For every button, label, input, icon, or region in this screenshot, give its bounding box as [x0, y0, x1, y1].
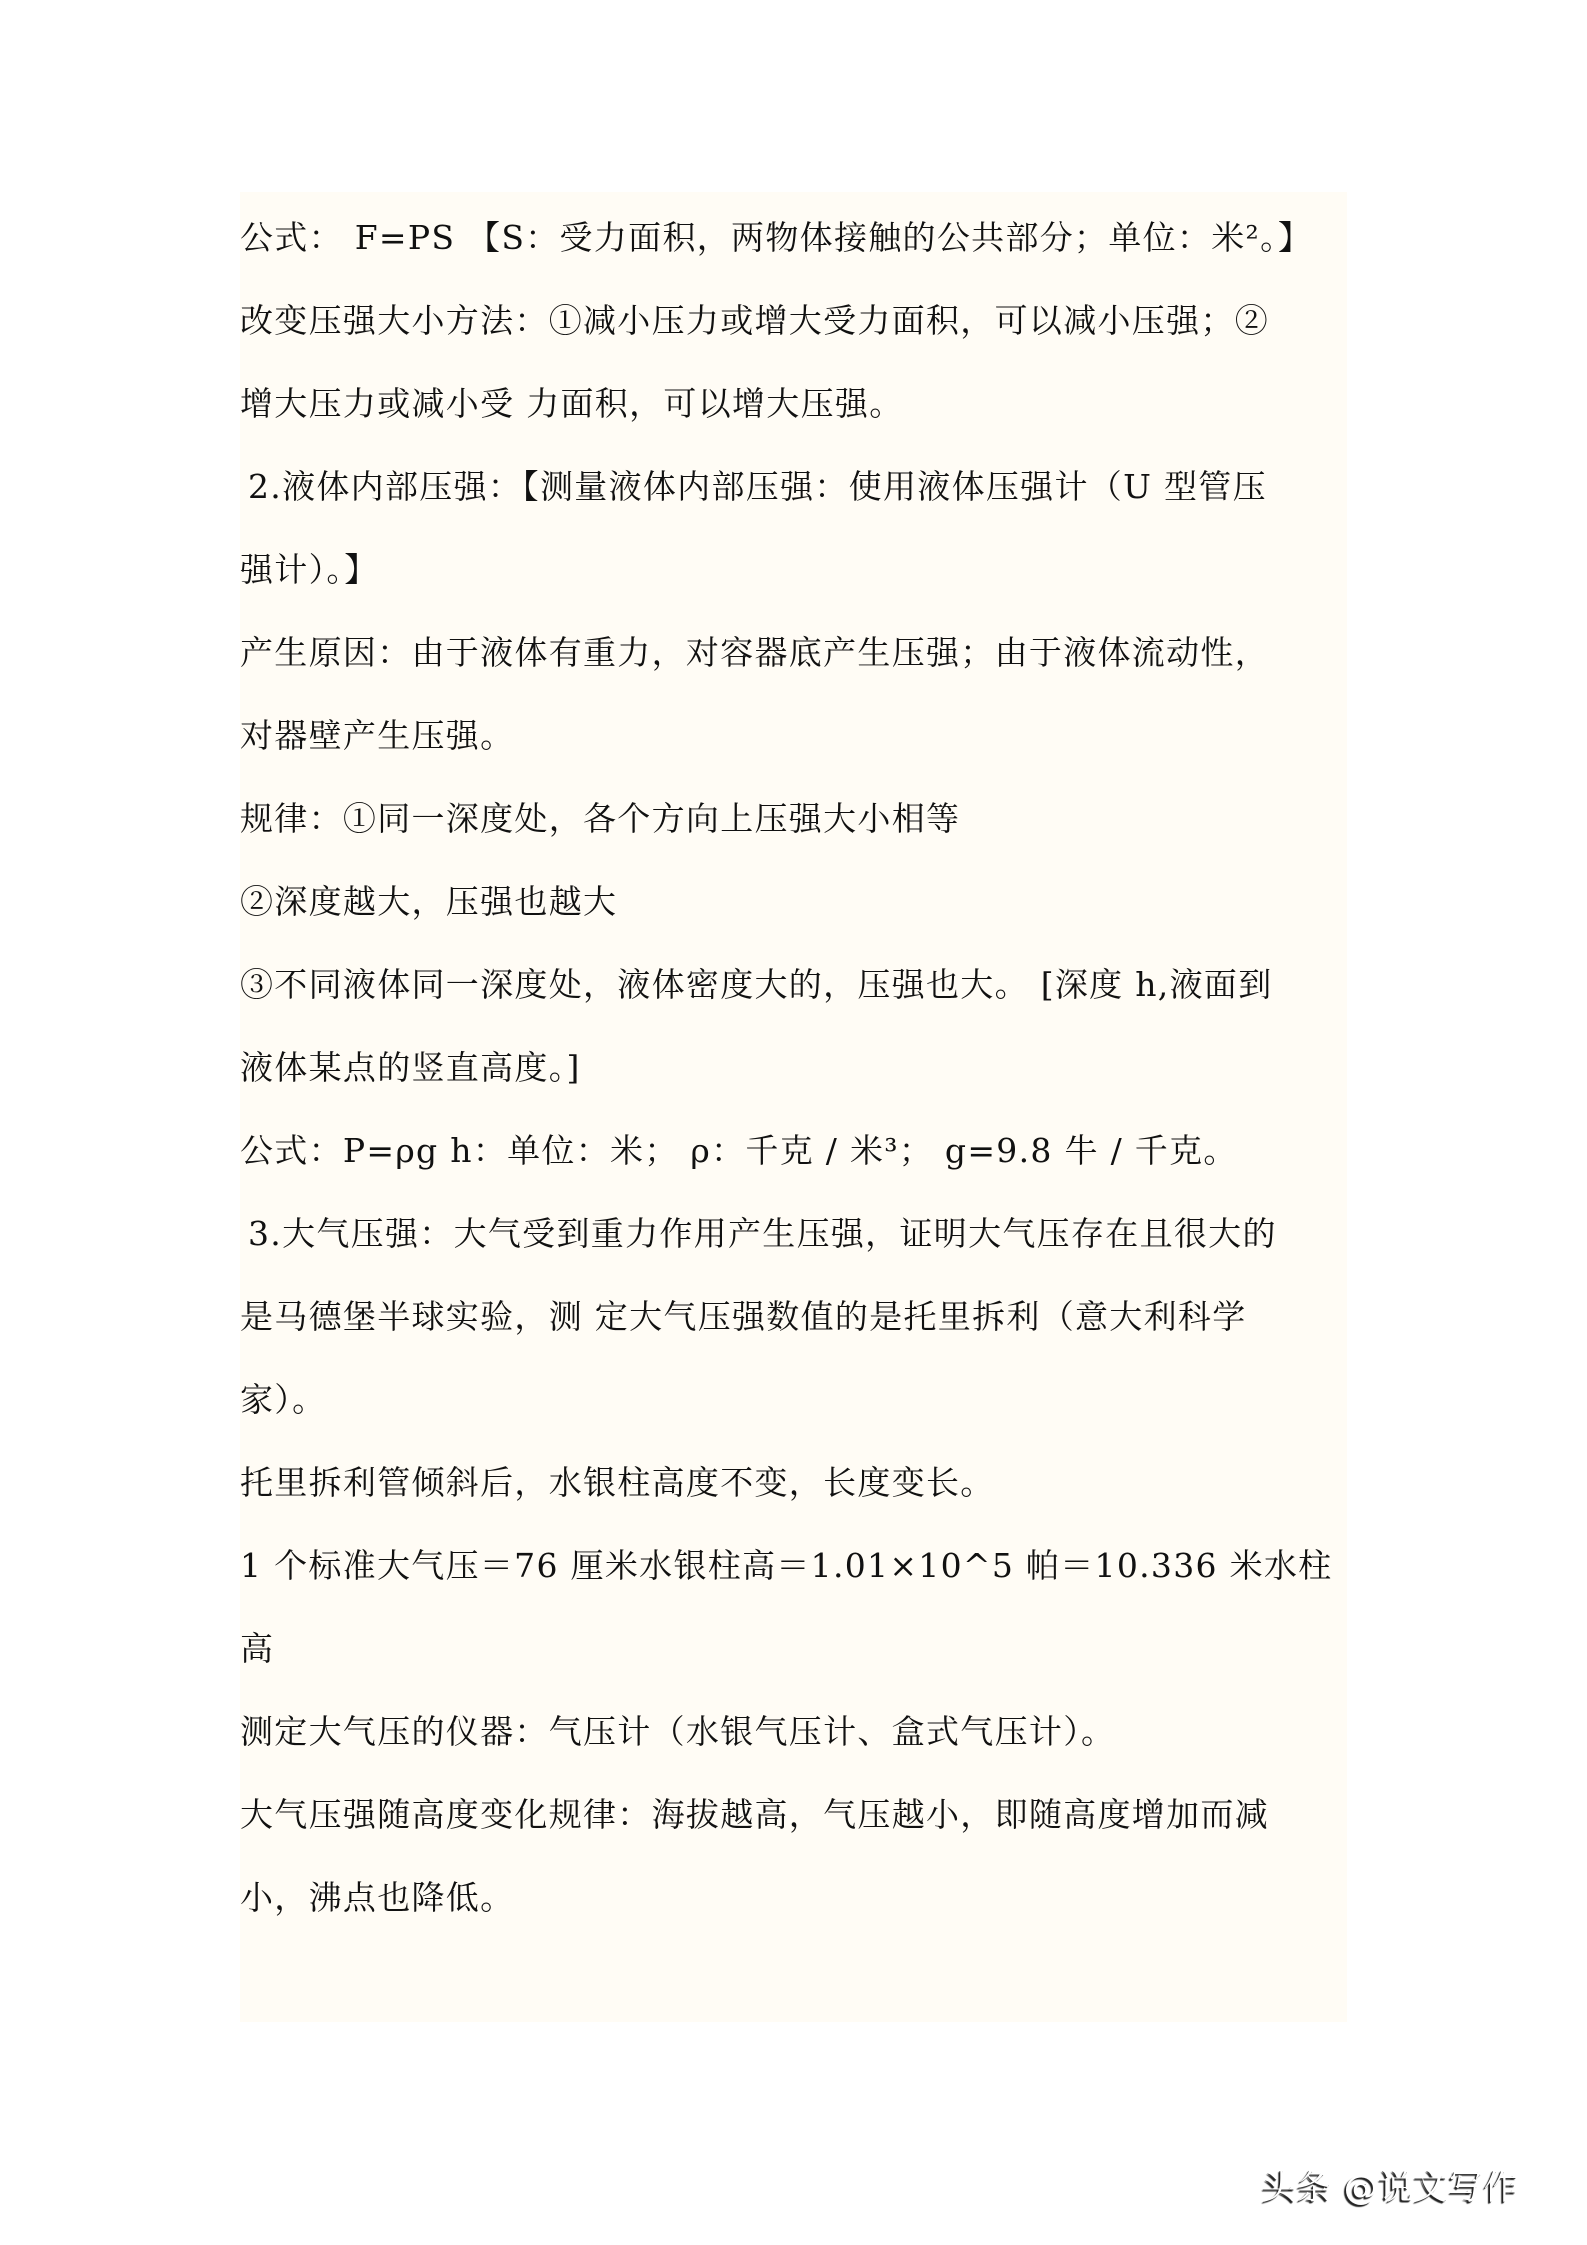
liquid-pressure-rule-1: 规律：①同一深度处，各个方向上压强大小相等: [240, 799, 961, 838]
change-pressure-methods-line-2: 增大压力或减小受 力面积，可以增大压强。: [240, 384, 904, 423]
pressure-formula-line: 公式： F=PS 【S：受力面积，两物体接触的公共部分；单位：米²。】: [240, 218, 1313, 257]
liquid-pressure-cause-line-1: 产生原因：由于液体有重力，对容器底产生压强；由于液体流动性，: [240, 633, 1269, 672]
altitude-rule-line-2: 小，沸点也降低。: [240, 1878, 515, 1917]
torricelli-tube-line: 托里拆利管倾斜后，水银柱高度不变，长度变长。: [240, 1463, 995, 1502]
atmospheric-pressure-heading-line-1: 3.大气压强：大气受到重力作用产生压强，证明大气压存在且很大的: [248, 1214, 1277, 1253]
liquid-pressure-rule-3-line-2: 液体某点的竖直高度。]: [240, 1048, 581, 1087]
altitude-rule-line-1: 大气压强随高度变化规律：海拔越高，气压越小，即随高度增加而减: [240, 1795, 1269, 1834]
document-body: [240, 208, 1355, 1951]
watermark: 头条 @说文写作: [1262, 2168, 1519, 2208]
change-pressure-methods-line-1: 改变压强大小方法：①减小压力或增大受力面积，可以减小压强；②: [240, 301, 1269, 340]
atmospheric-pressure-heading-line-2: 是马德堡半球实验，测 定大气压强数值的是托里拆利（意大利科学: [240, 1297, 1247, 1336]
liquid-pressure-cause-line-2: 对器壁产生压强。: [240, 716, 515, 755]
standard-atmosphere-line-1: 1 个标准大气压＝76 厘米水银柱高＝1.01×10^5 帕＝10.336 米水柱: [240, 1546, 1333, 1585]
barometer-instruments-line: 测定大气压的仪器：气压计（水银气压计、盒式气压计）。: [240, 1712, 1116, 1751]
liquid-pressure-formula-line: 公式：P=ρg h：单位：米； ρ：千克 / 米³； g=9.8 牛 / 千克。: [240, 1131, 1238, 1170]
standard-atmosphere-line-2: 高: [240, 1629, 275, 1668]
liquid-pressure-heading-line-2: 强计）。】: [240, 550, 379, 589]
liquid-pressure-heading-line-1: 2.液体内部压强：【测量液体内部压强：使用液体压强计（U 型管压: [248, 467, 1267, 506]
liquid-pressure-rule-2: ②深度越大，压强也越大: [240, 882, 618, 921]
liquid-pressure-rule-3-line-1: ③不同液体同一深度处，液体密度大的，压强也大。 [深度 h,液面到: [240, 965, 1273, 1004]
atmospheric-pressure-heading-line-3: 家）。: [240, 1380, 327, 1419]
